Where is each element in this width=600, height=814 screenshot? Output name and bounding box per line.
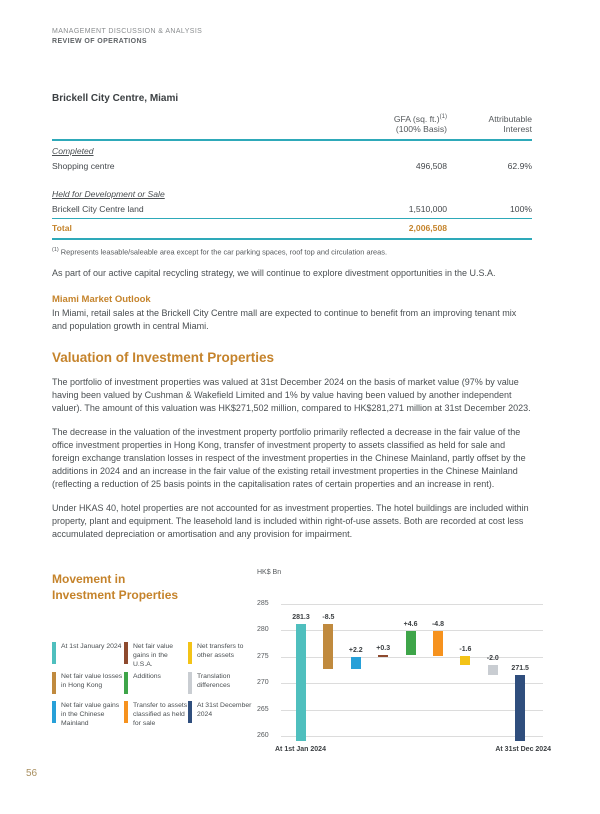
row-label: Brickell City Centre land [52,203,144,214]
y-tick-label: 275 [257,652,269,660]
bar-value-label: -2.0 [486,654,499,662]
page-number: 56 [26,768,38,779]
legend-item [52,671,124,701]
legend-column [124,641,188,730]
legend-item [124,671,188,701]
table-section-completed [52,141,532,158]
legend-swatch [124,701,128,723]
table-header-interest [447,114,532,135]
table-section-held [52,184,532,201]
bar-value-label: -8.5 [322,613,335,621]
legend-item [52,641,124,671]
legend-swatch [124,642,128,664]
y-tick-label: 285 [257,599,269,607]
y-axis-unit-label: HK$ Bn [257,569,282,577]
legend-item [188,671,255,701]
gfa-header-footnote-ref: (1) [439,114,447,120]
gridline [281,683,543,684]
legend-item [188,700,255,730]
y-tick-label: 270 [257,679,269,687]
y-tick-label: 280 [257,626,269,634]
bar-value-label: +2.2 [348,646,363,654]
waterfall-bar [433,631,443,656]
waterfall-bar [488,665,498,676]
legend-item [52,700,124,730]
bar-value-label: -4.8 [431,620,445,628]
table-header-gfa [332,112,447,135]
row-label: Shopping centre [52,160,115,171]
paragraph-capital-recycling: As part of our active capital recycling strategy, we will continue to explore divestment opportunities in the U.S.A. [52,268,496,279]
table-header-row [52,112,532,139]
interest-header-line1: Attributable [488,113,532,124]
chart-legend [52,641,255,730]
header-section-title: REVIEW OF OPERATIONS [52,38,147,45]
x-label-end: At 31st Dec 2024 [495,746,551,754]
bar-value-label: 281.3 [292,613,310,621]
table-row [52,158,532,175]
legend-column [52,641,124,730]
legend-column [188,641,255,730]
movement-chart-section [52,567,551,763]
paragraph-miami: In Miami, retail sales at the Brickell City Centre mall are expected to continue to benefit from an improving tenant mix and population growth in central Miami. [52,308,517,332]
bar-value-label: -1.6 [459,646,472,654]
legend-label: At 31st December 2024 [197,702,252,719]
table-spacer [52,175,532,184]
chart-plot-area [281,593,543,741]
table-total-row [52,219,532,238]
y-tick-label: 260 [257,732,269,740]
waterfall-bar [406,631,416,655]
waterfall-bar [378,655,388,657]
gfa-header-line1: GFA (sq. ft.) [393,113,440,124]
legend-label: Net fair value gains in the Chinese Mainland [61,702,120,728]
x-label-start: At 1st Jan 2024 [275,746,326,754]
table-row [52,201,532,218]
row-interest: 62.9% [507,160,532,171]
legend-swatch [188,701,192,723]
table-footnote [52,247,532,256]
row-gfa: 496,508 [415,160,447,171]
gfa-header-line2: (100% Basis) [395,124,447,135]
legend-label: At 1st January 2024 [61,643,122,651]
property-table [52,112,532,240]
bar-value-label: +4.6 [403,620,418,628]
section-label: Completed [52,145,94,156]
interest-header-line2: Interest [503,124,532,135]
waterfall-chart [255,567,551,763]
paragraph-valuation-1: The portfolio of investment properties was valued at 31st December 2024 on the basis of market value (97% by value having been valued by Cushman & Wakefield Limited and 1% by value having been valued by another independent valuer). The amount of this valuation was HK$271,502 million, compared to HK$281,271 million at 31st December 2023. [52,377,531,414]
paragraph-valuation-3: Under HKAS 40, hotel properties are not accounted for as investment properties. The hotel buildings are included within property, plant and equipment. The leasehold land is included within right-of-use assets. Both are recorded at cost less accumulated depreciation or amortisation and any provision for impairment. [52,503,529,540]
footnote-ref: (1) [52,246,59,253]
gridline [281,736,543,737]
legend-swatch [52,701,56,723]
legend-label: Transfer to assets classified as held for sale [133,702,188,728]
legend-item [124,641,188,671]
paragraph-valuation-2: The decrease in the valuation of the investment property portfolio primarily reflected a decrease in the fair value of the office investment properties in Hong Kong, transfer of investment property to assets classified as held for sale and foreign exchange translation losses in respect of the investment properties in the Chinese Mainland, partly offset by the additions in 2024 and an increase in the fair value of the existing retail investment properties in the Chinese Mainland (reflecting a reduction of 25 basis points in the capitalisation rates of certain properties and an increase in rent). [52,427,526,490]
heading-valuation: Valuation of Investment Properties [52,350,275,366]
legend-label: Net transfers to other assets [197,643,244,660]
heading-miami-market-outlook: Miami Market Outlook [52,294,151,306]
gridline [281,604,543,605]
footnote-text: Represents leasable/saleable area except for the car parking spaces, roof top and circulation areas. [60,247,387,257]
waterfall-bar [515,675,525,740]
x-axis-labels [275,746,551,753]
legend-label: Translation differences [197,672,231,689]
waterfall-bar [351,657,361,669]
row-interest: 100% [510,203,532,214]
bar-value-label: 271.5 [511,665,529,673]
waterfall-bar [460,656,470,664]
y-tick-label: 265 [257,705,269,713]
legend-swatch [188,672,192,694]
row-gfa: 1,510,000 [408,203,447,214]
legend-swatch [124,672,128,694]
legend-item [188,641,255,671]
legend-label: Net fair value gains in the U.S.A. [133,643,174,669]
bar-value-label: +0.3 [376,645,391,653]
header-eyebrow: MANAGEMENT DISCUSSION & ANALYSIS [52,28,203,35]
legend-label: Net fair value losses in Hong Kong [61,672,123,689]
table-title: Brickell City Centre, Miami [52,93,179,104]
page-content [52,0,551,763]
legend-swatch [52,642,56,664]
legend-label: Additions [133,672,161,680]
legend-swatch [52,672,56,694]
legend-item [124,700,188,730]
waterfall-bar [296,624,306,741]
chart-left-column [52,567,255,763]
total-label: Total [52,222,72,233]
section-label: Held for Development or Sale [52,188,165,199]
legend-swatch [188,642,192,664]
chart-title: Movement in Investment Properties [52,572,179,603]
gridline [281,710,543,711]
total-gfa: 2,006,508 [408,222,447,233]
table-rule-bottom [52,238,532,240]
waterfall-bar [323,624,333,669]
